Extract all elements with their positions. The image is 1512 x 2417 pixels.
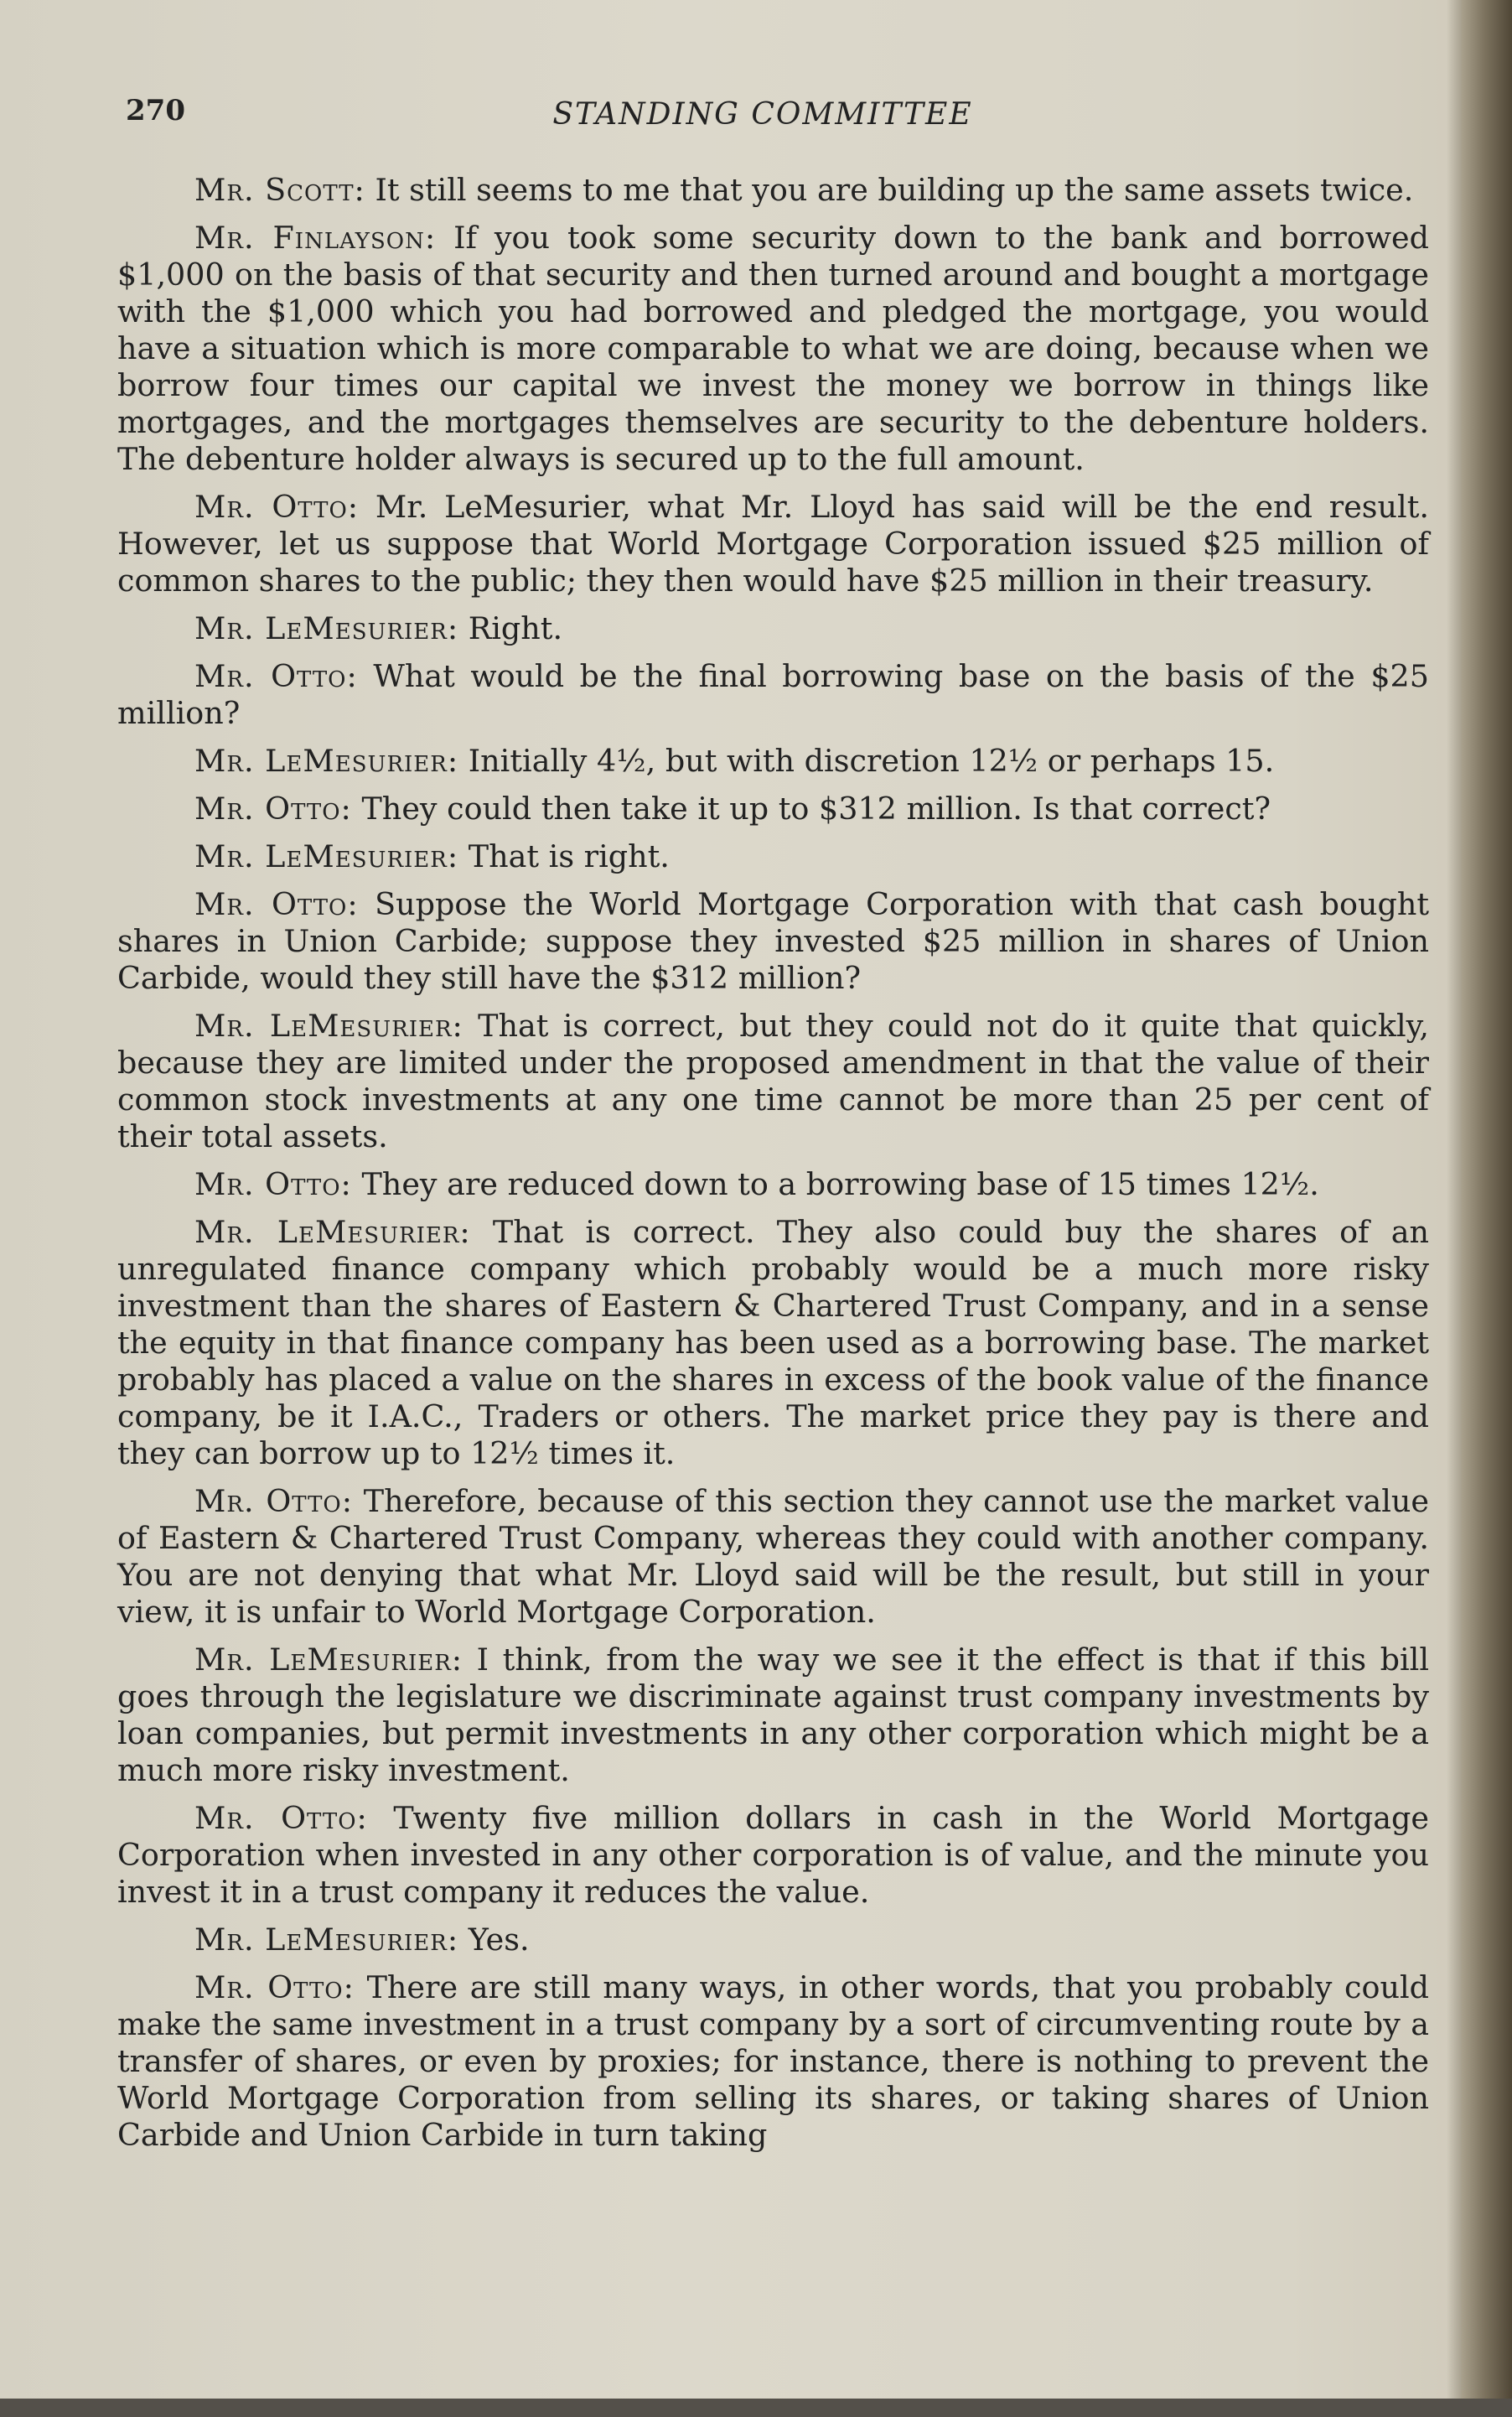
paragraph <box>117 1008 1429 1155</box>
speaker-name: Mr. LeMesurier: <box>194 1008 463 1044</box>
paragraph <box>117 791 1429 827</box>
speech-text: That is correct. They also could buy the shares of an unregulated finance company which probably would be a much more risky investment than the shares of Eastern & Chartered Trust Company, and in a sense the equity in that finance company has been used as a borrowing base. The market probably has placed a value on the shares in excess of the book value of the finance company, be it I.A.C., Traders or others. The market price they pay is there and they can borrow up to 12½ times it. <box>117 1214 1429 1471</box>
paragraph <box>117 743 1429 780</box>
paragraph <box>117 658 1429 732</box>
speaker-name: Mr. LeMesurier: <box>194 1642 463 1678</box>
paragraph <box>117 886 1429 997</box>
speaker-name: Mr. LeMesurier: <box>194 1922 459 1958</box>
speech-text: If you took some security down to the bank and borrowed $1,000 on the basis of that security and then turned around and bought a mortgage with the $1,000 which you had borrowed and pledged the mortgage, you would have a situation which is more comparable to what we are doing, because when we borrow four times our capital we invest the money we borrow in things like mortgages, and the mortgages themselves are security to the debenture holders. The debenture holder always is secured up to the full amount. <box>117 220 1430 477</box>
page-number: 270 <box>126 94 185 127</box>
speaker-name: Mr. Otto: <box>194 886 359 922</box>
transcript-body <box>117 172 1429 2165</box>
paragraph <box>117 1969 1429 2154</box>
speaker-name: Mr. LeMesurier: <box>194 610 459 646</box>
speech-text: There are still many ways, in other words, that you probably could make the same investment in a trust company by a sort of circumventing route by a transfer of shares, or even by proxies; for instance, there is nothing to prevent the World Mortgage Corporation from selling its shares, or taking shares of Union Carbide and Union Carbide in turn taking <box>117 1969 1430 2153</box>
speech-text: I think, from the way we see it the effect is that if this bill goes through the legislature we discriminate against trust company investments by loan companies, but permit investments in any other corporation which might be a much more risky investment. <box>117 1642 1429 1788</box>
speaker-name: Mr. Otto: <box>194 791 352 827</box>
page-header <box>126 94 1433 144</box>
page-edge-shadow <box>1447 0 1462 2417</box>
speech-text: Yes. <box>458 1922 530 1958</box>
speech-text: Initially 4½, but with discretion 12½ or perhaps 15. <box>458 743 1275 779</box>
paragraph <box>117 838 1429 875</box>
paragraph <box>117 1166 1429 1203</box>
scan-bottom-edge <box>0 2399 1512 2417</box>
paragraph <box>117 610 1429 647</box>
speech-text: Therefore, because of this section they cannot use the market value of Eastern & Chartered Trust Company, whereas they could with another company. You are not denying that what Mr. Lloyd said will be the result, but still in your view, it is unfair to World Mortgage Corporation. <box>117 1483 1429 1630</box>
speech-text: That is correct, but they could not do it quite that quickly, because they are limited under the proposed amendment in that the value of their common stock investments at any one time cannot be more than 25 per cent of their total assets. <box>117 1008 1429 1154</box>
speech-text: Suppose the World Mortgage Corporation with that cash bought shares in Union Carbide; suppose they invested $25 million in shares of Union Carbide, would they still have the $312 million? <box>117 886 1429 996</box>
book-spine <box>1462 0 1512 2417</box>
speech-text: Mr. LeMesurier, what Mr. Lloyd has said will be the end result. However, let us suppose that World Mortgage Corporation issued $25 million of common shares to the public; they then would have $25 million in their treasury. <box>117 489 1429 599</box>
paragraph <box>117 1642 1429 1789</box>
speaker-name: Mr. Otto: <box>194 1166 352 1202</box>
speaker-name: Mr. Otto: <box>194 1969 355 2005</box>
paragraph <box>117 172 1429 209</box>
speech-text: Twenty five million dollars in cash in the World Mortgage Corporation when invested in any other corporation is of value, and the minute you invest it in a trust company it reduces the value. <box>117 1800 1429 1910</box>
speaker-name: Mr. LeMesurier: <box>194 743 459 779</box>
speech-text: Right. <box>458 610 563 646</box>
speech-text: What would be the final borrowing base on the basis of the $25 million? <box>117 658 1429 731</box>
speaker-name: Mr. Finlayson: <box>194 220 437 256</box>
speech-text: They are reduced down to a borrowing base of 15 times 12½. <box>351 1166 1319 1202</box>
speech-text: They could then take it up to $312 million. Is that correct? <box>351 791 1271 827</box>
paragraph <box>117 1483 1429 1631</box>
speaker-name: Mr. Otto: <box>194 1800 368 1836</box>
paragraph <box>117 220 1429 478</box>
paragraph <box>117 1800 1429 1911</box>
speaker-name: Mr. Scott: <box>194 172 365 208</box>
speaker-name: Mr. LeMesurier: <box>194 1214 471 1250</box>
speaker-name: Mr. Otto: <box>194 658 358 694</box>
speaker-name: Mr. Otto: <box>194 489 360 525</box>
speaker-name: Mr. Otto: <box>194 1483 354 1519</box>
paragraph <box>117 489 1429 599</box>
speech-text: That is right. <box>458 838 670 874</box>
paragraph <box>117 1214 1429 1472</box>
speaker-name: Mr. LeMesurier: <box>194 838 459 874</box>
paragraph <box>117 1922 1429 1958</box>
speech-text: It still seems to me that you are building up the same assets twice. <box>365 172 1414 208</box>
running-title: STANDING COMMITTEE <box>552 97 973 132</box>
